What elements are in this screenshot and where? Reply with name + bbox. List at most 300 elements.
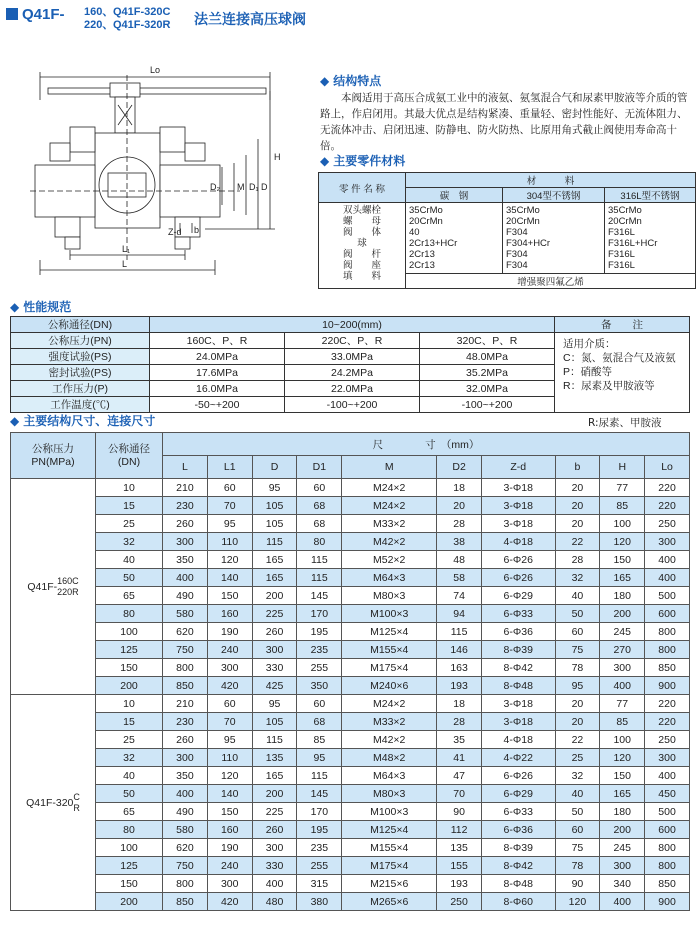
- table-row: [11, 695, 690, 713]
- dim-col-l1: L1: [207, 456, 252, 479]
- table-cell: M52×2: [342, 551, 437, 569]
- table-cell: 60: [555, 821, 600, 839]
- dim-col-d: D: [252, 456, 297, 479]
- table-cell: 193: [437, 677, 482, 695]
- table-cell: 300: [207, 875, 252, 893]
- table-row: [11, 551, 690, 569]
- table-cell: 4-Φ18: [481, 731, 555, 749]
- dim-col-lo: Lo: [645, 456, 690, 479]
- table-cell: 145: [297, 785, 342, 803]
- materials-col-material: 材 料: [406, 173, 696, 188]
- table-cell: M155×4: [342, 839, 437, 857]
- table-cell: 340: [600, 875, 645, 893]
- table-cell: M125×4: [342, 623, 437, 641]
- table-cell: 230: [163, 713, 208, 731]
- table-cell: M33×2: [342, 713, 437, 731]
- table-cell: 74: [437, 587, 482, 605]
- table-cell: 95: [207, 731, 252, 749]
- table-cell: 20: [555, 479, 600, 497]
- table-cell: 4-Φ18: [481, 533, 555, 551]
- table-cell: 260: [252, 623, 297, 641]
- table-cell: 68: [297, 713, 342, 731]
- materials-col-carbon: 碳 钢: [406, 188, 503, 203]
- table-cell: 150: [207, 803, 252, 821]
- table-cell: 350: [163, 551, 208, 569]
- features-text: 本阀适用于高压合成氨工业中的液氨、氨氢混合气和尿素甲胺液等介质的管路上，作启闭用。其最大优点是结构紧凑、重量轻、密封性能好、无流体阻力、无流体冲击、启闭迅速、防静电、防火防热、比原用角式截止阀使用寿命高十倍。: [320, 92, 688, 152]
- table-cell: 195: [297, 623, 342, 641]
- table-cell: 490: [163, 803, 208, 821]
- table-cell: 15: [96, 497, 163, 515]
- table-cell: 620: [163, 623, 208, 641]
- table-cell: 220: [645, 479, 690, 497]
- table-cell: 400: [252, 875, 297, 893]
- materials-col-part: 零 件 名 称: [319, 173, 406, 203]
- table-row: [11, 587, 690, 605]
- table-cell: 40: [555, 587, 600, 605]
- table-cell: 20: [555, 695, 600, 713]
- table-cell: 10: [96, 695, 163, 713]
- table-cell: 32: [96, 749, 163, 767]
- table-cell: M155×4: [342, 641, 437, 659]
- table-cell: M175×4: [342, 659, 437, 677]
- dim-col-dn: 公称通径 (DN): [96, 433, 163, 479]
- perf-cell: 22.0MPa: [285, 381, 420, 397]
- table-cell: 60: [297, 479, 342, 497]
- table-cell: 250: [437, 893, 482, 911]
- table-cell: 28: [555, 551, 600, 569]
- perf-cell: 48.0MPa: [420, 349, 555, 365]
- table-cell: 70: [207, 497, 252, 515]
- table-cell: 68: [297, 515, 342, 533]
- perf-row-label: 公称压力(PN): [11, 333, 150, 349]
- table-cell: 50: [555, 803, 600, 821]
- table-cell: 500: [645, 803, 690, 821]
- dim-col-m: M: [342, 456, 437, 479]
- table-cell: 160: [207, 605, 252, 623]
- table-cell: 75: [555, 839, 600, 857]
- table-cell: 240: [207, 641, 252, 659]
- table-cell: 15: [96, 713, 163, 731]
- table-cell: 235: [297, 839, 342, 857]
- table-cell: 65: [96, 803, 163, 821]
- table-cell: 245: [600, 839, 645, 857]
- table-cell: 300: [600, 857, 645, 875]
- table-cell: 6-Φ29: [481, 587, 555, 605]
- table-cell: 58: [437, 569, 482, 587]
- table-cell: 330: [252, 857, 297, 875]
- product-name: 法兰连接高压球阀: [194, 12, 306, 28]
- table-cell: M64×3: [342, 767, 437, 785]
- dim-col-b: b: [555, 456, 600, 479]
- table-cell: 800: [645, 641, 690, 659]
- table-cell: 70: [437, 785, 482, 803]
- table-cell: 850: [163, 677, 208, 695]
- table-cell: 105: [252, 713, 297, 731]
- table-cell: 32: [96, 533, 163, 551]
- table-row: [11, 497, 690, 515]
- table-cell: 120: [555, 893, 600, 911]
- table-cell: 65: [96, 587, 163, 605]
- table-cell: 160: [207, 821, 252, 839]
- table-cell: 150: [600, 767, 645, 785]
- table-cell: 195: [297, 821, 342, 839]
- table-cell: 6-Φ26: [481, 551, 555, 569]
- table-cell: 100: [600, 515, 645, 533]
- table-cell: 70: [207, 713, 252, 731]
- table-cell: 115: [297, 767, 342, 785]
- table-cell: 90: [555, 875, 600, 893]
- table-cell: M175×4: [342, 857, 437, 875]
- dim-col-l: L: [163, 456, 208, 479]
- table-row: [11, 839, 690, 857]
- perf-cell: -100~+200: [285, 397, 420, 413]
- table-cell: 300: [600, 659, 645, 677]
- table-row: [11, 623, 690, 641]
- table-cell: 250: [645, 515, 690, 533]
- table-cell: 20: [555, 497, 600, 515]
- perf-cell: -100~+200: [420, 397, 555, 413]
- perf-row-label: 工作温度(℃): [11, 397, 150, 413]
- dim-col-pn: 公称压力 PN(MPa): [11, 433, 96, 479]
- table-cell: 165: [600, 569, 645, 587]
- table-cell: 220: [645, 695, 690, 713]
- perf-cell: 160C、P、R: [150, 333, 285, 349]
- table-cell: 225: [252, 605, 297, 623]
- table-cell: 125: [96, 857, 163, 875]
- table-row: [11, 659, 690, 677]
- table-cell: 115: [297, 551, 342, 569]
- perf-cell: 33.0MPa: [285, 349, 420, 365]
- table-cell: M64×3: [342, 569, 437, 587]
- table-cell: 145: [297, 587, 342, 605]
- perf-cell: 17.6MPa: [150, 365, 285, 381]
- table-cell: 400: [645, 551, 690, 569]
- group1-label: Q41F- 160C 220R: [11, 479, 96, 695]
- table-row: [11, 713, 690, 731]
- table-cell: 600: [645, 821, 690, 839]
- table-cell: 190: [207, 839, 252, 857]
- table-cell: 400: [163, 785, 208, 803]
- perf-cell: 320C、P、R: [420, 333, 555, 349]
- table-cell: 150: [96, 875, 163, 893]
- table-cell: 6-Φ29: [481, 785, 555, 803]
- table-cell: 800: [645, 839, 690, 857]
- table-cell: 200: [252, 785, 297, 803]
- table-row: [11, 677, 690, 695]
- table-cell: 28: [437, 713, 482, 731]
- perf-note-label: 备 注: [555, 317, 690, 333]
- table-cell: 100: [600, 731, 645, 749]
- dim-col-d2: D2: [437, 456, 482, 479]
- table-cell: 850: [645, 875, 690, 893]
- table-cell: 400: [645, 767, 690, 785]
- table-cell: 6-Φ26: [481, 569, 555, 587]
- model-line1a: 160、: [84, 6, 114, 18]
- table-row: [11, 857, 690, 875]
- perf-cell: 24.0MPa: [150, 349, 285, 365]
- perf-row-label: 工作压力(P): [11, 381, 150, 397]
- table-cell: M100×3: [342, 803, 437, 821]
- dim-l-label: L: [122, 259, 128, 269]
- perf-cell: -50~+200: [150, 397, 285, 413]
- model-prefix: Q41F-: [22, 6, 65, 23]
- features-heading: ◆ 结构特点: [320, 74, 382, 88]
- table-cell: 750: [163, 857, 208, 875]
- table-cell: 350: [163, 767, 208, 785]
- perf-dn-value: 10~200(mm): [150, 317, 555, 333]
- table-cell: M80×3: [342, 785, 437, 803]
- table-cell: M125×4: [342, 821, 437, 839]
- dim-col-d1: D1: [297, 456, 342, 479]
- table-cell: M265×6: [342, 893, 437, 911]
- table-cell: 255: [297, 857, 342, 875]
- table-cell: 125: [96, 641, 163, 659]
- table-cell: M42×2: [342, 731, 437, 749]
- table-cell: M240×6: [342, 677, 437, 695]
- table-row: [11, 749, 690, 767]
- table-cell: 112: [437, 821, 482, 839]
- table-cell: 170: [297, 803, 342, 821]
- table-cell: 75: [555, 641, 600, 659]
- table-cell: M33×2: [342, 515, 437, 533]
- dimensions-table: [10, 432, 690, 911]
- table-cell: 300: [163, 749, 208, 767]
- table-cell: 3-Φ18: [481, 515, 555, 533]
- table-cell: 400: [600, 677, 645, 695]
- table-cell: 120: [600, 749, 645, 767]
- table-cell: 60: [297, 695, 342, 713]
- table-cell: 200: [96, 893, 163, 911]
- table-cell: 80: [297, 533, 342, 551]
- perf-cell: 24.2MPa: [285, 365, 420, 381]
- table-cell: 115: [297, 569, 342, 587]
- table-cell: 90: [437, 803, 482, 821]
- table-cell: 3-Φ18: [481, 497, 555, 515]
- dim-b-label: b: [194, 225, 200, 235]
- table-cell: 20: [555, 515, 600, 533]
- table-cell: 260: [252, 821, 297, 839]
- materials-col-304: 304型不锈钢: [503, 188, 605, 203]
- table-cell: 78: [555, 857, 600, 875]
- table-cell: 220: [645, 713, 690, 731]
- table-cell: 105: [252, 497, 297, 515]
- table-cell: 850: [645, 659, 690, 677]
- table-cell: 150: [600, 551, 645, 569]
- table-cell: 230: [163, 497, 208, 515]
- table-cell: 3-Φ18: [481, 479, 555, 497]
- perf-row-label: 强度试验(PS): [11, 349, 150, 365]
- table-cell: 900: [645, 677, 690, 695]
- perf-cell: 16.0MPa: [150, 381, 285, 397]
- table-cell: 420: [207, 893, 252, 911]
- table-cell: 60: [555, 623, 600, 641]
- table-cell: 300: [207, 659, 252, 677]
- dim-d2-label: D₂: [210, 182, 220, 192]
- dim-h-label: H: [274, 152, 281, 162]
- table-cell: 68: [297, 497, 342, 515]
- table-row: [11, 893, 690, 911]
- table-cell: 180: [600, 587, 645, 605]
- dimensions-right-note: R:尿素、甲胺液: [588, 417, 662, 429]
- table-cell: 900: [645, 893, 690, 911]
- materials-heading: ◆ 主要零件材料: [320, 154, 406, 168]
- table-cell: 500: [645, 587, 690, 605]
- dim-col-zd: Z-d: [481, 456, 555, 479]
- table-cell: 490: [163, 587, 208, 605]
- table-cell: 400: [163, 569, 208, 587]
- table-cell: 8-Φ48: [481, 875, 555, 893]
- dim-l1-label: L₁: [122, 244, 131, 254]
- table-cell: 6-Φ26: [481, 767, 555, 785]
- table-cell: 380: [297, 893, 342, 911]
- table-cell: 22: [555, 731, 600, 749]
- table-cell: 85: [600, 713, 645, 731]
- materials-col-316: 316L型不锈钢: [605, 188, 696, 203]
- table-cell: 50: [555, 605, 600, 623]
- group2-label: Q41F-320 C R: [11, 695, 96, 911]
- table-cell: 800: [163, 875, 208, 893]
- table-cell: 115: [437, 623, 482, 641]
- table-cell: 800: [645, 623, 690, 641]
- table-cell: 260: [163, 731, 208, 749]
- table-cell: 210: [163, 479, 208, 497]
- table-cell: 4-Φ22: [481, 749, 555, 767]
- perf-dn-label: 公称通径(DN): [11, 317, 150, 333]
- table-cell: 60: [207, 479, 252, 497]
- table-cell: 6-Φ36: [481, 821, 555, 839]
- table-cell: 38: [437, 533, 482, 551]
- table-cell: 20: [437, 497, 482, 515]
- perf-row-label: 密封试验(PS): [11, 365, 150, 381]
- dimensions-heading: ◆ 主要结构尺寸、连接尺寸: [10, 414, 156, 428]
- table-cell: 193: [437, 875, 482, 893]
- table-cell: 580: [163, 605, 208, 623]
- table-cell: 41: [437, 749, 482, 767]
- table-cell: 18: [437, 479, 482, 497]
- dim-zd-label: Z-d: [168, 227, 182, 237]
- table-cell: 40: [96, 551, 163, 569]
- table-cell: 300: [645, 533, 690, 551]
- table-cell: 8-Φ42: [481, 659, 555, 677]
- materials-table: [318, 172, 696, 289]
- table-cell: 95: [555, 677, 600, 695]
- table-cell: 155: [437, 857, 482, 875]
- table-cell: 22: [555, 533, 600, 551]
- table-cell: 32: [555, 569, 600, 587]
- table-cell: 115: [252, 533, 297, 551]
- table-cell: 47: [437, 767, 482, 785]
- table-cell: 220: [645, 497, 690, 515]
- table-row: [11, 569, 690, 587]
- table-cell: 95: [297, 749, 342, 767]
- table-cell: 146: [437, 641, 482, 659]
- table-cell: 400: [600, 893, 645, 911]
- table-row: [11, 731, 690, 749]
- table-cell: 115: [252, 731, 297, 749]
- table-cell: M24×2: [342, 695, 437, 713]
- model-line2a: 220、: [84, 19, 114, 31]
- table-cell: 3-Φ18: [481, 713, 555, 731]
- table-cell: 480: [252, 893, 297, 911]
- table-cell: 80: [96, 605, 163, 623]
- table-cell: 25: [96, 515, 163, 533]
- materials-316: 35CrMo 20CrMn F316L F316L+HCr F316L F316L: [605, 203, 696, 274]
- table-cell: 8-Φ60: [481, 893, 555, 911]
- table-row: [11, 533, 690, 551]
- table-cell: 18: [437, 695, 482, 713]
- perf-note: 适用介质： C：氮、氨混合气及液氨 P：硝酸等 R：尿素及甲胺液等: [555, 333, 690, 413]
- performance-table: [10, 316, 690, 413]
- dim-col-h: H: [600, 456, 645, 479]
- table-cell: 120: [207, 767, 252, 785]
- model-line1b: Q41F-320C: [113, 6, 171, 18]
- table-cell: 140: [207, 569, 252, 587]
- dim-lo-label: Lo: [150, 65, 161, 75]
- table-cell: 50: [96, 569, 163, 587]
- table-cell: 150: [207, 587, 252, 605]
- table-cell: 8-Φ42: [481, 857, 555, 875]
- materials-304: 35CrMo 20CrMn F304 F304+HCr F304 F304: [503, 203, 605, 274]
- performance-heading: ◆ 性能规范: [10, 300, 72, 314]
- perf-cell: 220C、P、R: [285, 333, 420, 349]
- table-cell: 330: [252, 659, 297, 677]
- table-cell: M100×3: [342, 605, 437, 623]
- table-cell: 580: [163, 821, 208, 839]
- dim-d1-label: D₁: [249, 182, 259, 192]
- table-cell: 300: [645, 749, 690, 767]
- table-cell: 77: [600, 695, 645, 713]
- table-cell: 8-Φ39: [481, 839, 555, 857]
- table-row: [11, 479, 690, 497]
- table-cell: 28: [437, 515, 482, 533]
- table-cell: 6-Φ36: [481, 623, 555, 641]
- materials-carbon: 35CrMo 20CrMn 40 2Cr13+HCr 2Cr13 2Cr13: [406, 203, 503, 274]
- table-cell: 40: [96, 767, 163, 785]
- table-cell: 8-Φ39: [481, 641, 555, 659]
- table-cell: 78: [555, 659, 600, 677]
- table-cell: 25: [555, 749, 600, 767]
- table-cell: 180: [600, 803, 645, 821]
- table-row: [11, 641, 690, 659]
- table-cell: 77: [600, 479, 645, 497]
- table-cell: 165: [252, 767, 297, 785]
- table-cell: 200: [96, 677, 163, 695]
- table-cell: 95: [252, 479, 297, 497]
- model-line2b: Q41F-320R: [113, 19, 171, 31]
- table-cell: 40: [555, 785, 600, 803]
- table-cell: 190: [207, 623, 252, 641]
- table-cell: 165: [252, 569, 297, 587]
- table-cell: 140: [207, 785, 252, 803]
- table-cell: 200: [252, 587, 297, 605]
- table-cell: 120: [600, 533, 645, 551]
- materials-packing: 增强聚四氟乙烯: [406, 274, 696, 289]
- table-cell: 850: [163, 893, 208, 911]
- table-cell: 110: [207, 533, 252, 551]
- table-cell: 10: [96, 479, 163, 497]
- table-row: [11, 803, 690, 821]
- perf-cell: 35.2MPa: [420, 365, 555, 381]
- table-cell: 300: [252, 641, 297, 659]
- table-cell: 425: [252, 677, 297, 695]
- table-cell: 200: [600, 605, 645, 623]
- table-cell: 225: [252, 803, 297, 821]
- dim-d-label: D: [261, 182, 268, 192]
- table-cell: 170: [297, 605, 342, 623]
- table-cell: 250: [645, 731, 690, 749]
- valve-drawing: [10, 55, 310, 280]
- table-cell: 25: [96, 731, 163, 749]
